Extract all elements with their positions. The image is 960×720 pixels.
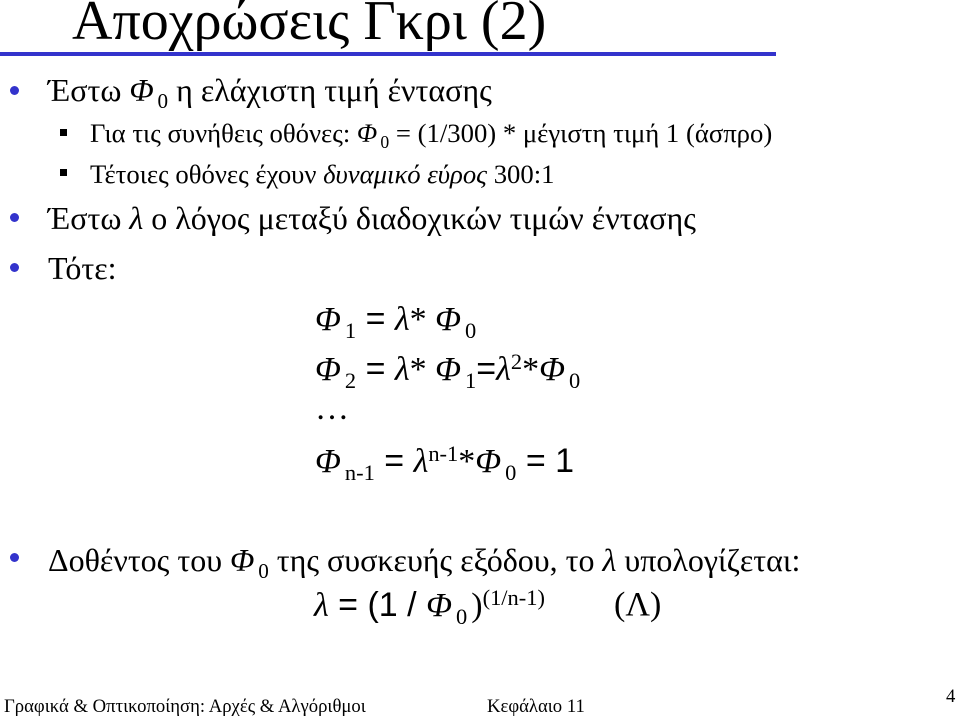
italic-symbol-lambda: λ: [496, 351, 511, 388]
italic-symbol-phi: Φ: [315, 443, 341, 480]
footer-chapter: Κεφάλαιο 11: [487, 696, 585, 717]
equals-sign: =: [356, 350, 395, 388]
italic-symbol-phi: Φ: [426, 587, 452, 624]
text-segment: υπολογίζεται:: [616, 542, 801, 578]
superscript: n-1: [428, 440, 459, 466]
equation-1: [315, 300, 477, 343]
equals-sign: =: [374, 442, 414, 480]
italic-symbol-phi: Φ: [315, 351, 341, 388]
subscript: 1: [344, 317, 357, 343]
superscript-exponent: (1/n-1): [482, 584, 545, 610]
text-segment: ο λόγος μεταξύ διαδοχικών τιμών έντασης: [143, 200, 696, 236]
italic-symbol-phi: Φ: [475, 443, 502, 480]
italic-symbol-lambda: λ: [394, 301, 410, 338]
operator: *: [522, 351, 540, 388]
equals-sign: =: [356, 300, 395, 338]
text-segment: της συσκευής εξόδου, το: [268, 542, 603, 578]
bullet-item-4: [48, 542, 801, 584]
text-segment: Δοθέντος του: [48, 542, 231, 578]
italic-symbol-phi: Φ: [435, 351, 462, 388]
equals-one: = 1: [516, 442, 575, 480]
text-segment: = (1/300) * μέγιστη τιμή 1 (άσπρο): [389, 118, 773, 148]
formula: [314, 584, 545, 629]
round-bullet-icon: [10, 263, 19, 272]
equals-sign: =: [476, 350, 497, 388]
subscript: 0: [455, 603, 468, 629]
formula-label: (Λ): [614, 586, 662, 623]
italic-term: δυναμικό εύρος: [323, 159, 488, 189]
subscript: 0: [157, 89, 169, 114]
text-segment: η ελάχιστη τιμή έντασης: [168, 72, 492, 108]
italic-symbol-lambda: λ: [314, 587, 329, 624]
italic-symbol-phi: Φ: [230, 542, 255, 578]
sub-bullet-item-2: [90, 161, 555, 188]
text-segment: Τέτοιες οθόνες έχουν: [90, 159, 324, 189]
fraction-open: (1 /: [367, 586, 427, 624]
subscript: 2: [344, 367, 357, 393]
italic-symbol-phi: Φ: [539, 351, 565, 388]
subscript: 1: [465, 367, 477, 393]
italic-symbol-lambda: λ: [413, 443, 429, 480]
equation-ellipsis: …: [315, 390, 349, 427]
subscript: 0: [569, 367, 581, 393]
italic-symbol-phi: Φ: [315, 301, 341, 338]
slide-title: Αποχρώσεις Γκρι (2): [72, 0, 547, 52]
sub-bullet-item-1: [90, 118, 773, 152]
subscript: n-1: [344, 459, 375, 485]
equation-2: [315, 348, 581, 393]
italic-symbol-lambda: λ: [602, 542, 617, 578]
bullet-item-1: [48, 72, 492, 114]
italic-symbol-phi: Φ: [129, 72, 154, 108]
bullet-item-2: [48, 202, 696, 234]
round-bullet-icon: [10, 213, 19, 222]
operator: *: [409, 351, 436, 388]
text-segment: 300:1: [487, 159, 555, 189]
equals-sign: =: [328, 586, 368, 624]
bullet-item-3: Τότε:: [48, 250, 117, 286]
subscript: 0: [380, 131, 390, 152]
text-segment: Έστω: [48, 200, 130, 236]
footer-course-title: Γραφικά & Οπτικοποίηση: Αρχές & Αλγόριθμοι: [4, 696, 366, 717]
subscript: 0: [258, 559, 269, 584]
round-bullet-icon: [10, 86, 19, 95]
round-bullet-icon: [10, 553, 19, 562]
text-segment: Έστω: [48, 72, 130, 108]
subscript: 0: [465, 317, 477, 343]
italic-symbol-lambda: λ: [394, 351, 410, 388]
operator: *: [458, 443, 476, 480]
page-number: 4: [946, 686, 956, 707]
square-bullet-icon: [60, 129, 67, 136]
superscript: 2: [510, 348, 523, 374]
equation-4: [315, 440, 575, 485]
italic-symbol-lambda: λ: [129, 200, 144, 236]
italic-symbol-phi: Φ: [356, 118, 378, 148]
italic-symbol-phi: Φ: [435, 301, 462, 338]
operator: *: [409, 301, 436, 338]
subscript: 0: [505, 459, 517, 485]
close-paren: ): [471, 587, 483, 624]
square-bullet-icon: [60, 169, 67, 176]
text-segment: Για τις συνήθεις οθόνες:: [90, 118, 357, 148]
title-underline: [0, 52, 776, 56]
